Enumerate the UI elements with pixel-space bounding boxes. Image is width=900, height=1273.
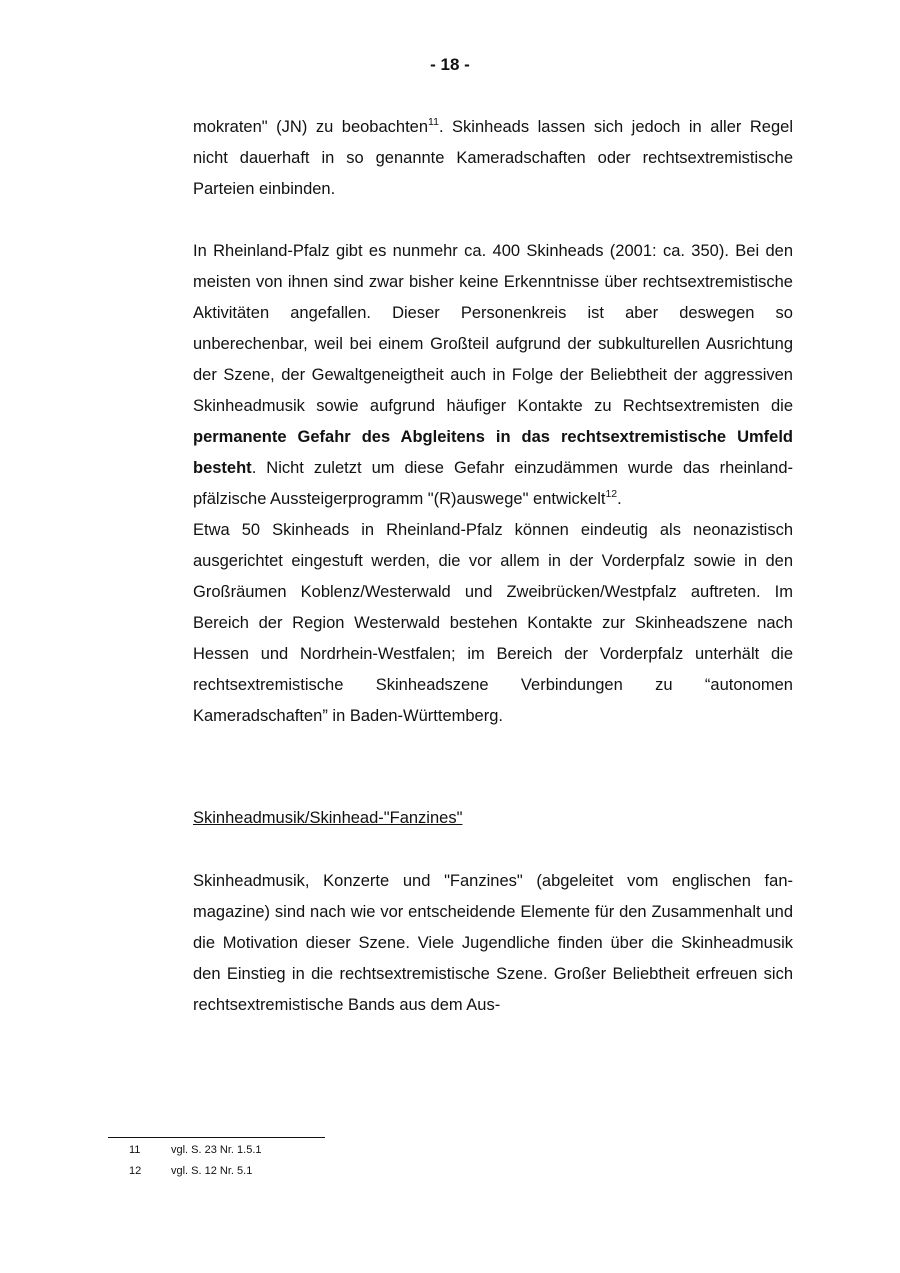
- section-heading: Skinheadmusik/Skinhead-"Fanzines": [193, 809, 463, 827]
- paragraph-2: [193, 236, 793, 732]
- paragraph-2b-text: Etwa 50 Skinheads in Rheinland-Pfalz können eindeutig als neonazistisch ausgerichtet eingestuft werden, die vor allem in der Vorderpfalz sowie in den Großräumen Koblenz/Westerwald und Zweibrücken/Westpfalz auftreten. Im Bereich der Region Westerwald bestehen Kontakte zur Skinheadszene nach Hessen und Nordrhein-Westfalen; im Bereich der Vorderpfalz unterhält die rechtsextremistische Skinheadszene Verbindungen zu “autonomen Kameradschaften” in Baden-Württemberg.: [193, 521, 793, 725]
- footnote-text: vgl. S. 23 Nr. 1.5.1: [171, 1144, 262, 1156]
- paragraph-2-bold-emphasis: permanente Gefahr des Abgleitens in das rechtsextremistische Umfeld besteht: [193, 428, 793, 477]
- footnote-ref-12: 12: [605, 487, 618, 500]
- footnote-separator: [108, 1137, 325, 1138]
- paragraph-2-text: [193, 236, 793, 515]
- footnote-number: 11: [129, 1144, 141, 1156]
- footnote-text: vgl. S. 12 Nr. 5.1: [171, 1165, 253, 1177]
- paragraph-1-text: [193, 112, 793, 205]
- paragraph-1-text-a: mokraten" (JN) zu beobachten: [193, 118, 429, 136]
- paragraph-2-text-b: . Nicht zuletzt um diese Gefahr einzudämmen wurde das rheinland-pfälzische Aussteigerprogramm "(R)auswege" entwickelt: [193, 459, 793, 508]
- paragraph-1: [193, 112, 793, 205]
- paragraph-1-text-b: . Skinheads lassen sich jedoch in aller Regel nicht dauerhaft in so genannte Kameradschaften oder rechtsextremistische Parteien einbinden.: [193, 118, 793, 198]
- paragraph-2-text-a: In Rheinland-Pfalz gibt es nunmehr ca. 400 Skinheads (2001: ca. 350). Bei den meisten von ihnen sind zwar bisher keine Erkenntnisse über rechtsextremistische Aktivitäten angefallen. Dieser Personenkreis ist aber deswegen so unberechenbar, weil bei einem Großteil aufgrund der subkulturellen Ausrichtung der Szene, der Gewaltgeneigtheit auch in Folge der Beliebtheit der aggressiven Skinheadmusik sowie aufgrund häufiger Kontakte zu Rechtsextremisten die: [193, 242, 793, 415]
- page-number: - 18 -: [430, 55, 470, 74]
- paragraph-3: [193, 866, 793, 1021]
- footnote-ref-11: 11: [428, 115, 439, 128]
- paragraph-3-text: Skinheadmusik, Konzerte und "Fanzines" (abgeleitet vom englischen fanmagazine) sind nach wie vor entscheidende Elemente für den Zusammenhalt und die Motivation dieser Szene. Viele Jugendliche finden über die Skinheadmusik den Einstieg in die rechtsextremistische Szene. Großer Beliebtheit erfreuen sich rechtsextremistische Bands aus dem Aus-: [193, 872, 793, 1014]
- footnote-number: 12: [129, 1165, 142, 1177]
- paragraph-2-text-c: .: [617, 490, 622, 508]
